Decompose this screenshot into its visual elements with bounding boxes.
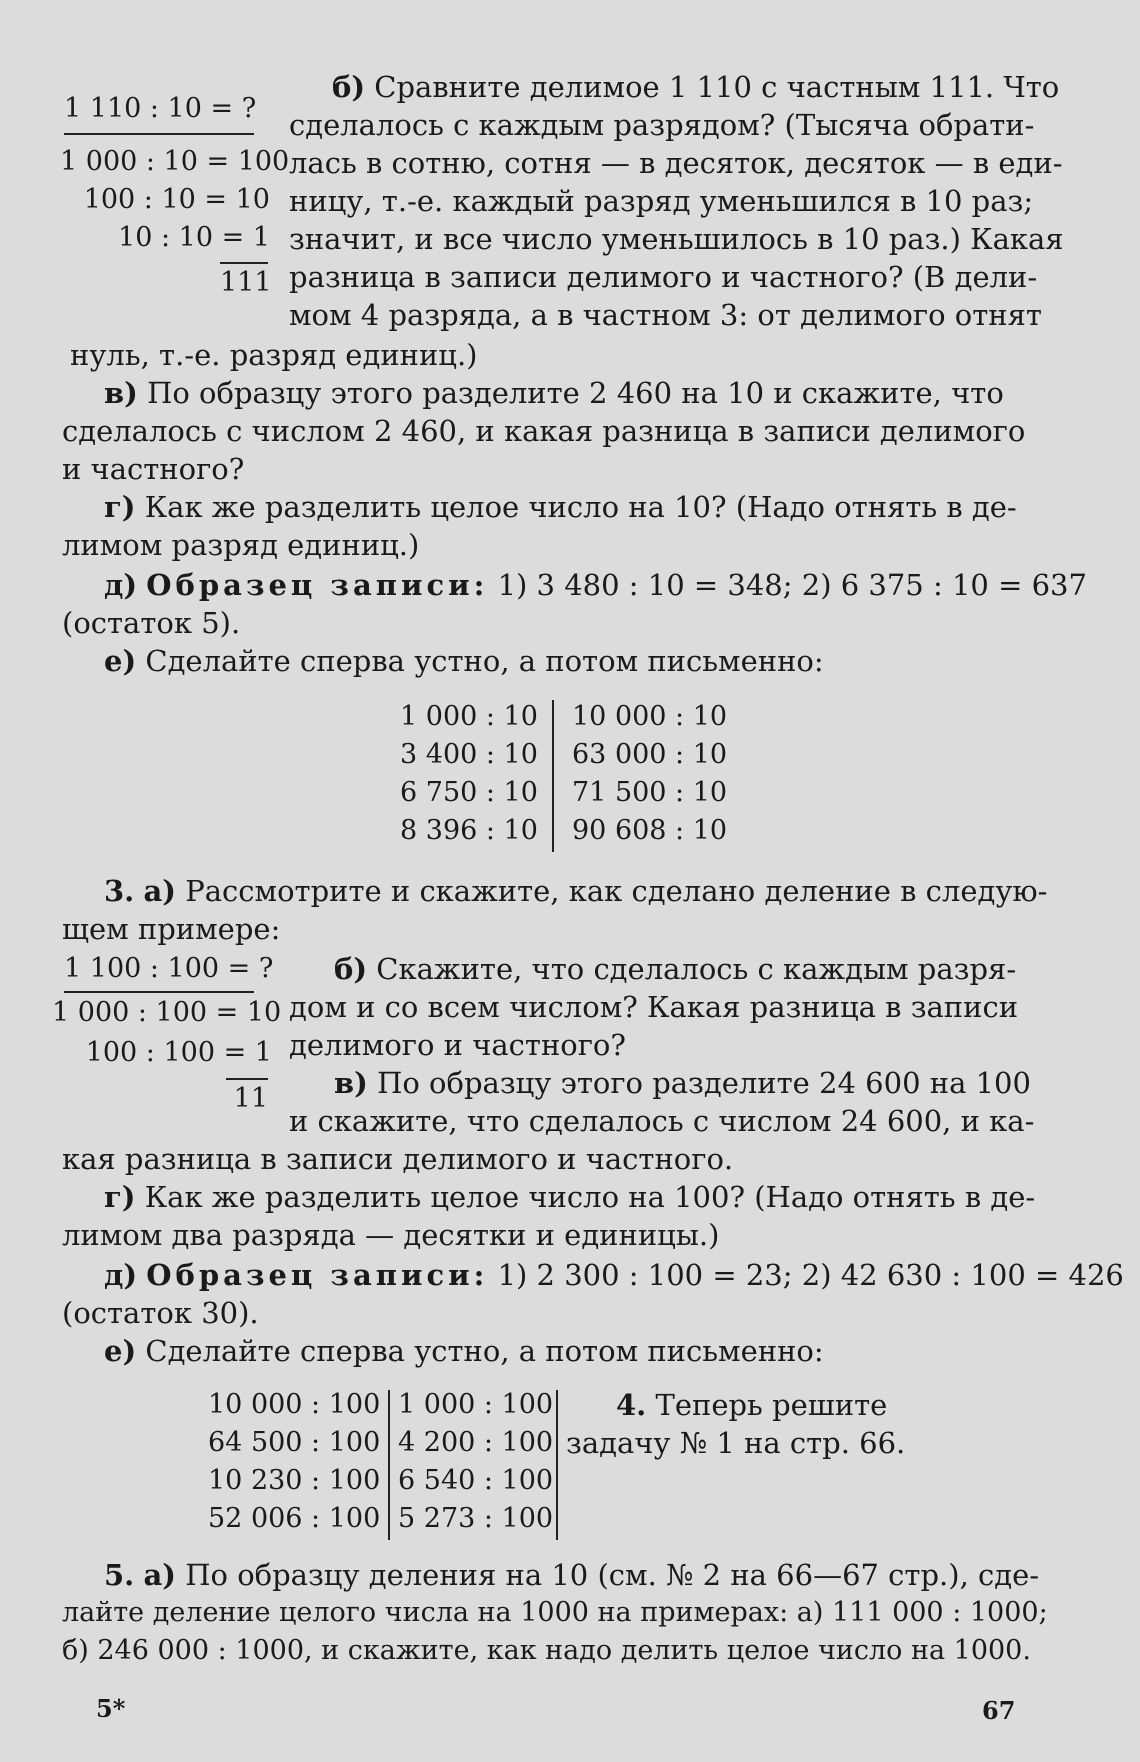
- signature-mark: 5*: [96, 1694, 126, 1723]
- calc-3-result: 11: [226, 1078, 268, 1118]
- sec5-line-2: б) 246 000 : 1000, и скажите, как надо делить целое число на 1000.: [62, 1635, 1031, 1666]
- calc-3-line-1: 1 000 : 100 = 10: [52, 997, 282, 1028]
- table-cell: 64 500 : 100: [208, 1427, 381, 1458]
- page-number: 67: [982, 1696, 1016, 1725]
- table-cell: 8 396 : 10: [400, 815, 538, 846]
- calc-3-line-0: 1 100 : 100 = ?: [64, 953, 274, 984]
- sec2v-line-1: сделалось с числом 2 460, и какая разница в записи делимого: [62, 414, 1026, 448]
- sec2b-line-3: ницу, т.-е. каждый разряд уменьшился в 10 раз;: [289, 184, 1034, 218]
- sec5a-label: а): [143, 1558, 177, 1592]
- sec2b-line-1: сделалось с каждым разрядом? (Тысяча обрати-: [289, 108, 1035, 142]
- sec3v-line-1: и скажите, что сделалось с числом 24 600, и ка-: [289, 1104, 1035, 1138]
- calc-2-line-2: 100 : 10 = 10: [83, 184, 270, 215]
- calc-2-line-1: 1 000 : 10 = 100: [60, 146, 290, 177]
- sec3a-line-0: 3. а) Рассмотрите и скажите, как сделано деление в следую-: [104, 874, 1048, 908]
- calc-3-rule: [64, 991, 254, 993]
- calc-2-line-3: 10 : 10 = 1: [118, 222, 270, 253]
- sec2d-label: д): [104, 568, 138, 602]
- table-cell: 5 273 : 100: [398, 1503, 554, 1534]
- sec2e-divider: [552, 700, 554, 852]
- sec2g-line-1: лимом разряд единиц.): [62, 528, 420, 562]
- calc-2-rule: [64, 133, 254, 135]
- sec3g-line-0: г) Как же разделить целое число на 100? (Надо отнять в де-: [104, 1180, 1036, 1214]
- sec2e-col-2: [572, 698, 727, 850]
- sec3a-line-1: щем примере:: [62, 912, 281, 946]
- sec3e-divider-1: [388, 1390, 390, 1540]
- sec4-line-0: 4. Теперь решите: [616, 1388, 888, 1422]
- sec2d-line-1: (остаток 5).: [62, 606, 241, 640]
- sec2b-line-0: б) Сравните делимое 1 110 с частным 111. Что: [332, 70, 1060, 104]
- sec2d-line-0: д) Образец записи: 1) 3 480 : 10 = 348; 2) 6 375 : 10 = 637: [104, 568, 1087, 602]
- table-cell: 71 500 : 10: [572, 777, 728, 808]
- sec3d-line-0: д) Образец записи: 1) 2 300 : 100 = 23; 2) 42 630 : 100 = 426: [104, 1258, 1124, 1292]
- sec2d-sample-label: Образец записи:: [146, 568, 489, 602]
- sec4-line-1: задачу № 1 на стр. 66.: [566, 1426, 906, 1460]
- sec2v-label: в): [104, 376, 138, 410]
- sec2b-line-7: нуль, т.-е. разряд единиц.): [70, 338, 478, 372]
- sec2b-line-5: разница в записи делимого и частного? (В дели-: [289, 260, 1038, 294]
- sec2b-label: б): [332, 70, 366, 104]
- sec3b-line-2: делимого и частного?: [289, 1028, 626, 1062]
- calc-2-line-0: 1 110 : 10 = ?: [64, 93, 257, 124]
- sec2b-line-2: лась в сотню, сотня — в десяток, десяток — в еди-: [289, 146, 1063, 180]
- sec2e-col-1: [400, 698, 538, 850]
- calc-2-result: 111: [220, 262, 268, 302]
- sec2b-line-6: мом 4 разряда, а в частном 3: от делимого отнят: [289, 298, 1042, 332]
- table-cell: 1 000 : 100: [398, 1389, 554, 1420]
- sec3b-label: б): [334, 952, 368, 986]
- sec3g-label: г): [104, 1180, 136, 1214]
- table-cell: 1 000 : 10: [400, 701, 538, 732]
- sec3b-line-0: б) Скажите, что сделалось с каждым разря-: [334, 952, 1017, 986]
- table-cell: 63 000 : 10: [572, 739, 728, 770]
- sec3d-label: д): [104, 1258, 138, 1292]
- sec5-line-1: лайте деление целого числа на 1000 на примерах: а) 111 000 : 1000;: [62, 1597, 1048, 1628]
- sec3d-line-1: (остаток 30).: [62, 1296, 259, 1330]
- table-cell: 4 200 : 100: [398, 1427, 554, 1458]
- sec3e-col-1: [208, 1386, 381, 1538]
- sec2e-line-0: е) Сделайте сперва устно, а потом письменно:: [104, 644, 824, 678]
- calc-3-line-2: 100 : 100 = 1: [85, 1037, 272, 1068]
- sec5-line-0: 5. а) По образцу деления на 10 (см. № 2 на 66—67 стр.), сде-: [104, 1558, 1040, 1592]
- sec3-number: 3.: [104, 874, 135, 908]
- sec3v-line-0: в) По образцу этого разделите 24 600 на 100: [334, 1066, 1031, 1100]
- table-cell: 10 000 : 100: [208, 1389, 381, 1420]
- table-cell: 6 540 : 100: [398, 1465, 554, 1496]
- sec4-number: 4.: [616, 1388, 647, 1422]
- sec3a-label: а): [143, 874, 177, 908]
- sec5-number: 5.: [104, 1558, 135, 1592]
- table-cell: 6 750 : 10: [400, 777, 538, 808]
- table-cell: 10 230 : 100: [208, 1465, 381, 1496]
- sec2v-line-2: и частного?: [62, 452, 245, 486]
- table-cell: 10 000 : 10: [572, 701, 728, 732]
- sec2b-line-4: значит, и все число уменьшилось в 10 раз.) Какая: [289, 222, 1064, 256]
- sec3e-line-0: е) Сделайте сперва устно, а потом письменно:: [104, 1334, 824, 1368]
- sec3v-label: в): [334, 1066, 368, 1100]
- sec3e-label: е): [104, 1334, 137, 1368]
- sec3d-sample-label: Образец записи:: [146, 1258, 489, 1292]
- sec2g-label: г): [104, 490, 136, 524]
- sec3v-line-2: кая разница в записи делимого и частного.: [62, 1142, 734, 1176]
- sec2e-label: е): [104, 644, 137, 678]
- sec3b-line-1: дом и со всем числом? Какая разница в записи: [289, 990, 1019, 1024]
- table-cell: 52 006 : 100: [208, 1503, 381, 1534]
- sec3e-divider-2: [556, 1390, 558, 1540]
- sec2v-line-0: в) По образцу этого разделите 2 460 на 10 и скажите, что: [104, 376, 1004, 410]
- table-cell: 3 400 : 10: [400, 739, 538, 770]
- sec3g-line-1: лимом два разряда — десятки и единицы.): [62, 1218, 720, 1252]
- table-cell: 90 608 : 10: [572, 815, 728, 846]
- sec2g-line-0: г) Как же разделить целое число на 10? (Надо отнять в де-: [104, 490, 1017, 524]
- sec3e-col-2: [398, 1386, 554, 1538]
